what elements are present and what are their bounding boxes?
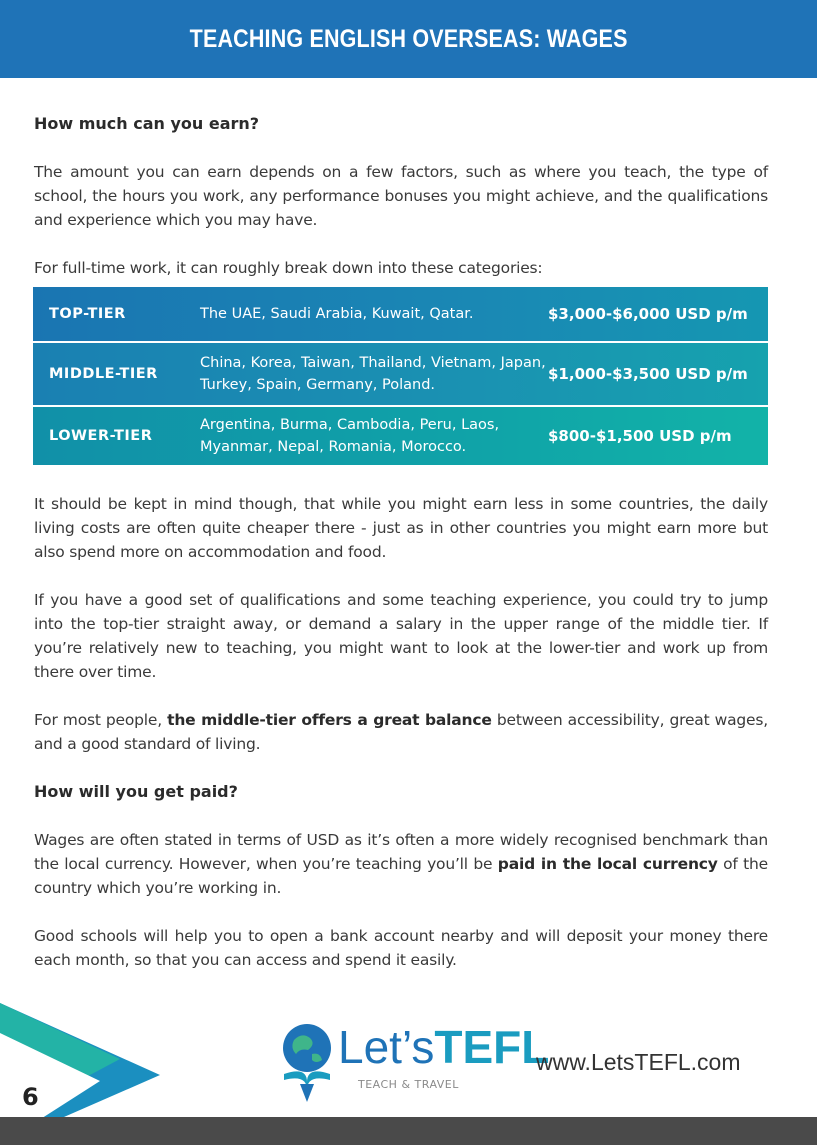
paragraph-bank-account: Good schools will help you to open a bank account nearby and will deposit your money there each month, so that you can access and spend it easily. [34,927,768,969]
paragraph-middle-tier [34,708,768,756]
wage-tier-table [33,287,768,465]
globe-book-icon [276,1018,338,1104]
text-run: of the country which you’re working in. [34,855,768,897]
page-number: 6 [22,1083,39,1111]
footer-bar [0,1117,817,1145]
tier-countries: Argentina, Burma, Cambodia, Peru, Laos, Myanmar, Nepal, Romania, Morocco. [200,417,500,455]
bold-text: the middle-tier offers a great balance [167,711,492,729]
website-url[interactable]: www.LetsTEFL.com [536,1049,741,1075]
tier-wage: $3,000-$6,000 USD p/m [548,305,748,323]
logo-tefl: TEFL [434,1021,550,1073]
section-heading-earn: How much can you earn? [34,114,260,133]
paragraph-qualifications: If you have a good set of qualifications and some teaching experience, you could try to jump into the top-tier straight away, or demand a salary in the upper range of the middle tier. If you’re relatively new to teaching, you might want to look at the lower-tier and work up from there over time. [34,591,768,681]
table-row [33,341,768,405]
tier-name: MIDDLE-TIER [49,366,158,382]
page-header [0,0,817,78]
paragraph-usd [34,828,768,900]
paragraph-living-costs: It should be kept in mind though, that while you might earn less in some countries, the daily living costs are often quite cheaper there - just as in other countries you might earn more but also spend more on accommodation and food. [34,495,768,561]
section-heading-paid: How will you get paid? [34,782,238,801]
tier-wage: $1,000-$3,500 USD p/m [548,365,748,383]
page-title: TEACHING ENGLISH OVERSEAS: WAGES [189,24,628,53]
paragraph-categories-intro: For full-time work, it can roughly break down into these categories: [34,259,543,277]
tier-name: TOP-TIER [49,306,126,322]
paragraph-factors: The amount you can earn depends on a few factors, such as where you teach, the type of school, the hours you work, any performance bonuses you might achieve, and the qualifications and experience which you may have. [34,163,768,229]
tier-wage: $800-$1,500 USD p/m [548,427,732,445]
tier-name: LOWER-TIER [49,428,153,444]
tier-countries: The UAE, Saudi Arabia, Kuwait, Qatar. [200,306,474,322]
tier-countries: China, Korea, Taiwan, Thailand, Vietnam, Japan, Turkey, Spain, Germany, Poland. [200,355,546,393]
text-run: between accessibility, great wages, and a good standard of living. [34,711,768,753]
table-row [33,405,768,465]
table-row [33,287,768,341]
logo-tagline: TEACH & TRAVEL [358,1078,459,1091]
text-run: Wages are often stated in terms of USD as it’s often a more widely recognised benchmark than the local currency. However, when you’re teaching you’ll be [34,831,768,873]
text-run: For most people, [34,711,168,729]
letstefl-logo [276,1018,550,1104]
body-section [34,492,768,972]
logo-lets: Let’s [338,1021,435,1073]
bold-text: paid in the local currency [497,855,718,873]
intro-section [34,112,768,280]
logo-wordmark [338,1020,549,1074]
